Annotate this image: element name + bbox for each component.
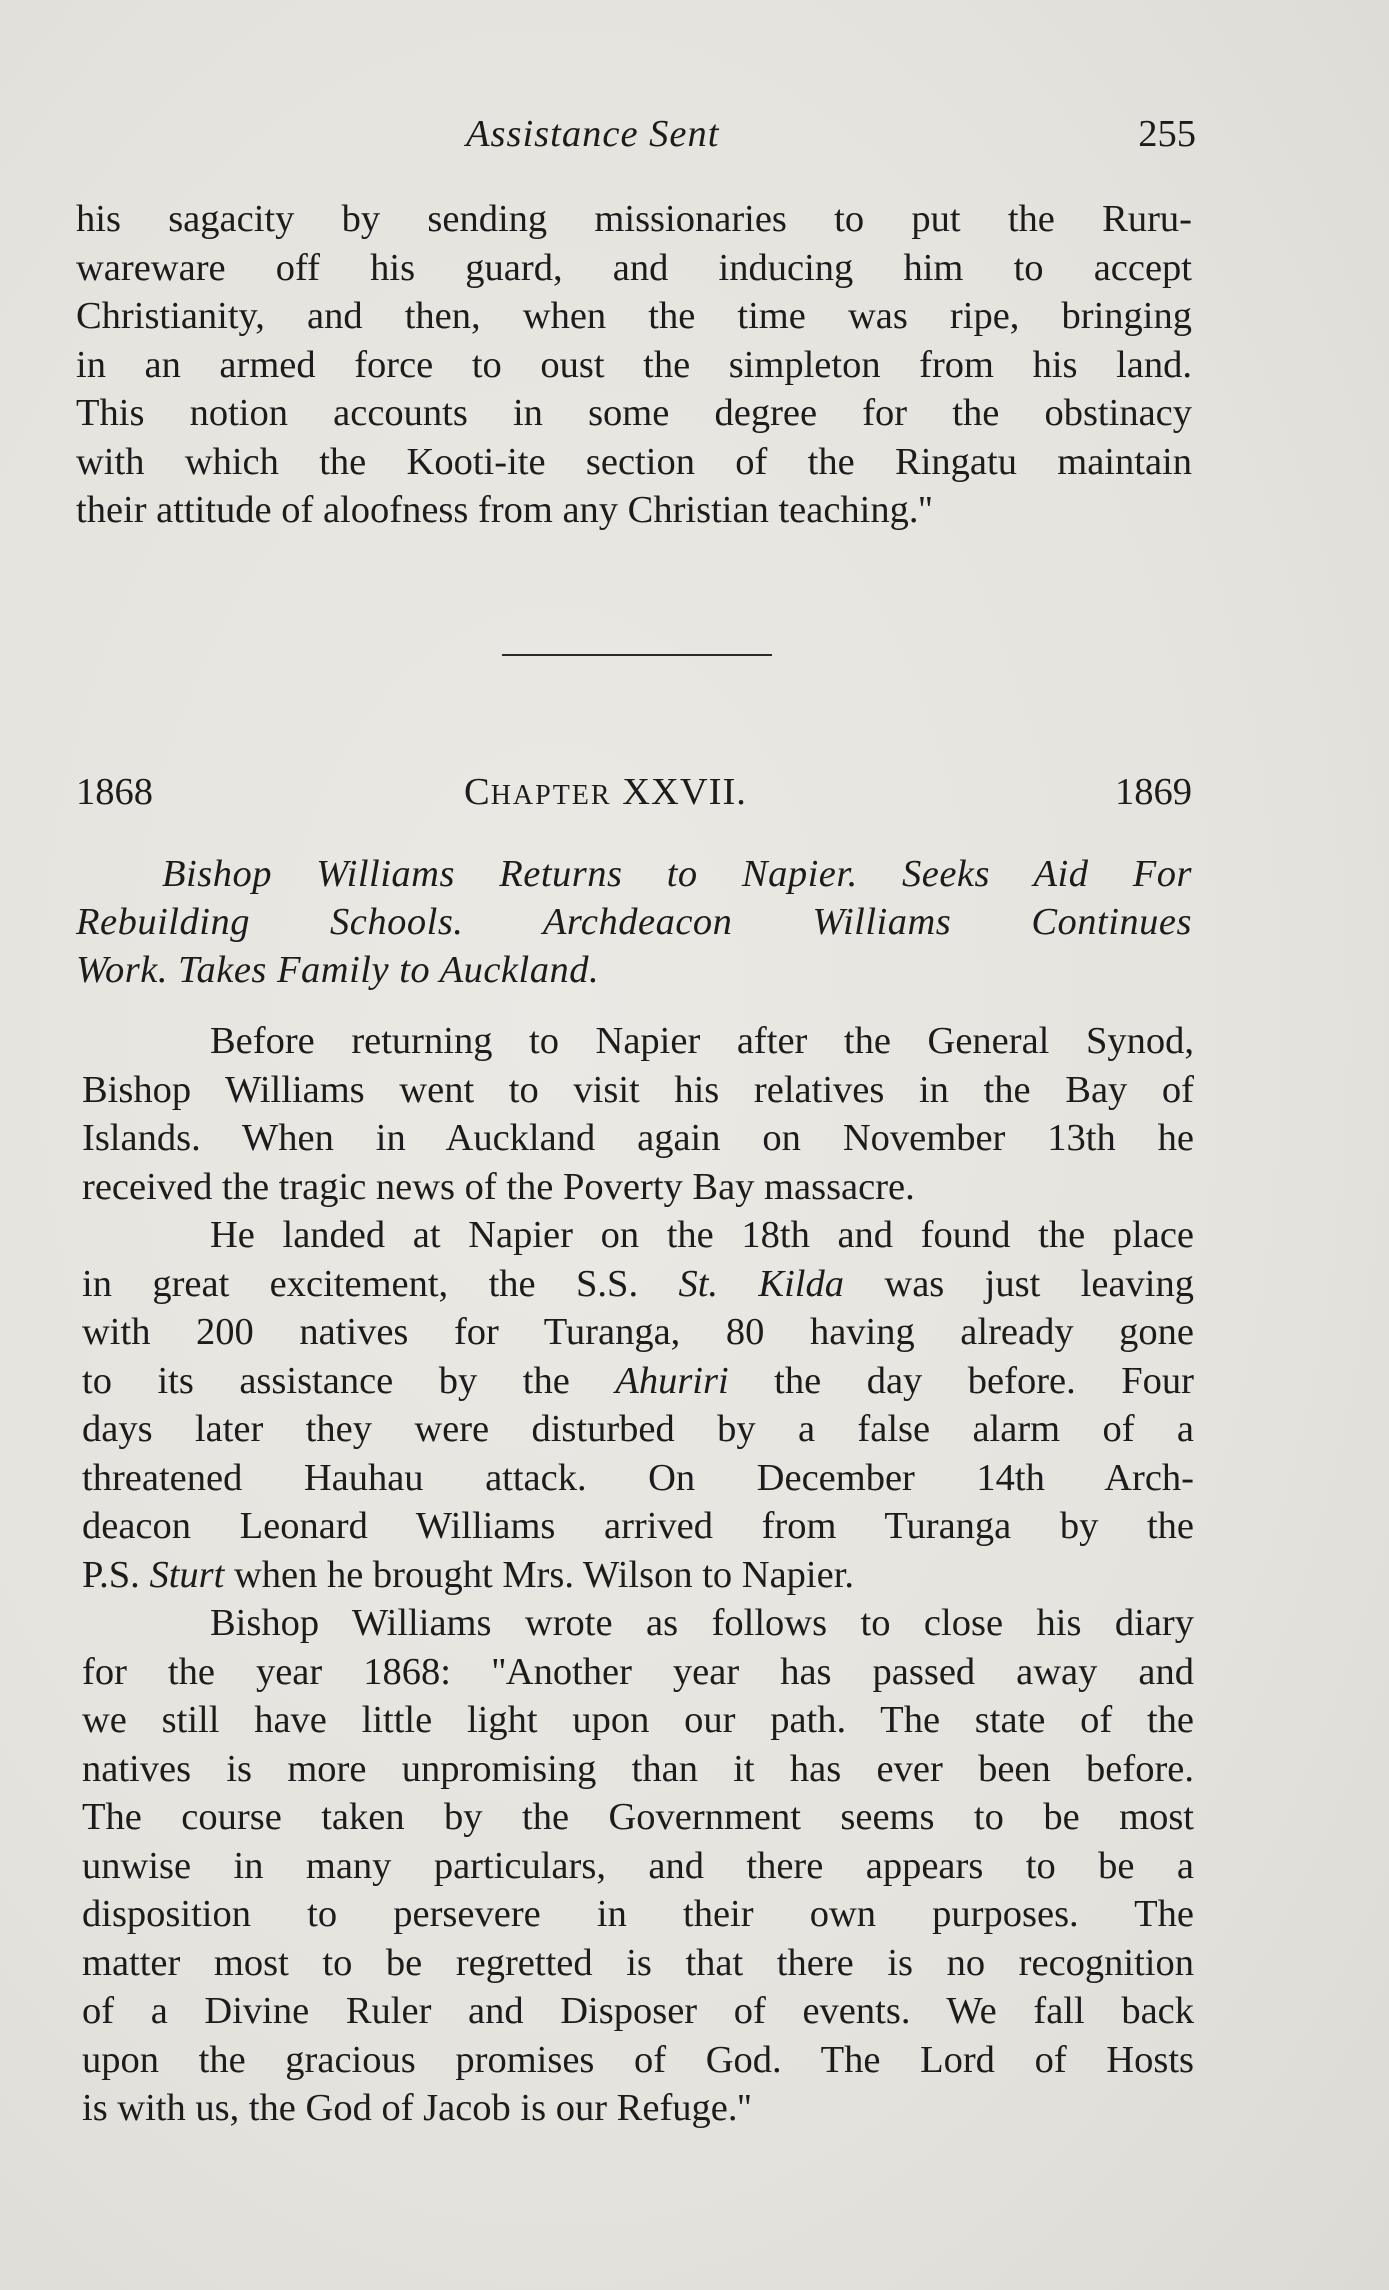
text-line: Islands. When in Auckland again on November 13th he (82, 1117, 1194, 1159)
text-line: with 200 natives for Turanga, 80 having already gone (82, 1311, 1194, 1353)
text-line: deacon Leonard Williams arrived from Turanga by the (82, 1505, 1194, 1547)
text-line: we still have little light upon our path. The state of the (82, 1699, 1194, 1741)
text-line (82, 1551, 1194, 1600)
text-line: days later they were disturbed by a false alarm of a (82, 1408, 1194, 1450)
text-line: He landed at Napier on the 18th and found the place (210, 1214, 1194, 1256)
summary-line: Bishop Williams Returns to Napier. Seeks Aid For (162, 853, 1192, 895)
text-segment: in great excitement, the S.S. (82, 1262, 679, 1305)
ship-name: St. Kilda (678, 1262, 845, 1305)
text-segment: P.S. (82, 1553, 150, 1596)
chapter-label-small: HAPTER (490, 780, 612, 811)
text-line (82, 1260, 1194, 1309)
text-segment: to its assistance by the (82, 1359, 616, 1402)
text-segment: when he brought Mrs. Wilson to Napier. (224, 1553, 855, 1596)
text-line (82, 1357, 1194, 1406)
text-line: wareware off his guard, and inducing him to accept (76, 246, 1192, 289)
opening-paragraph (76, 195, 1192, 535)
paragraph (82, 1599, 1194, 2133)
text-line: received the tragic news of the Poverty Bay massacre. (82, 1165, 915, 1208)
summary-line: Work. Takes Family to Auckland. (76, 949, 600, 991)
text-line: disposition to persevere in their own purposes. The (82, 1893, 1194, 1935)
chapter-label-cap: C (464, 771, 491, 813)
text-line: unwise in many particulars, and there appears to be a (82, 1844, 1194, 1887)
text-line: Bishop Williams wrote as follows to close his diary (210, 1602, 1194, 1644)
summary-line: Rebuilding Schools. Archdeacon Williams Continues (76, 901, 1192, 943)
chapter-year-end: 1869 (1115, 771, 1192, 813)
chapter-title (464, 770, 747, 814)
text-segment: was just leaving (844, 1262, 1195, 1305)
section-divider (502, 654, 772, 656)
chapter-summary (76, 850, 1192, 994)
ship-name: Sturt (149, 1553, 225, 1596)
text-line: is with us, the God of Jacob is our Refuge.'' (82, 2087, 752, 2129)
paragraph (82, 1211, 1194, 1599)
chapter-heading (76, 770, 1192, 820)
text-line: Bishop Williams went to visit his relatives in the Bay of (82, 1068, 1194, 1111)
text-line: This notion accounts in some degree for the obstinacy (76, 392, 1192, 434)
text-line: Before returning to Napier after the General Synod, (210, 1020, 1194, 1062)
text-line: his sagacity by sending missionaries to put the Ruru- (76, 198, 1192, 240)
paragraph (82, 1017, 1194, 1211)
running-header (76, 112, 1196, 162)
chapter-body (82, 1017, 1194, 2133)
text-line: upon the gracious promises of God. The Lord of Hosts (82, 2038, 1194, 2081)
page-number: 255 (1138, 113, 1196, 155)
text-line: Christianity, and then, when the time was ripe, bringing (76, 295, 1192, 337)
text-line: natives is more unpromising than it has ever been before. (82, 1747, 1194, 1790)
text-line: The course taken by the Government seems to be most (82, 1796, 1194, 1838)
ship-name: Ahuriri (615, 1359, 729, 1402)
text-segment: the day before. Four (728, 1359, 1194, 1402)
text-line: with which the Kooti-ite section of the Ringatu maintain (76, 440, 1192, 483)
chapter-numeral: XXVII. (622, 771, 747, 813)
chapter-year-start: 1868 (76, 771, 153, 813)
text-line: threatened Hauhau attack. On December 14th Arch- (82, 1456, 1194, 1499)
text-line: of a Divine Ruler and Disposer of events. We fall back (82, 1990, 1194, 2032)
running-title: Assistance Sent (466, 113, 720, 155)
text-line: in an armed force to oust the simpleton from his land. (76, 343, 1192, 386)
text-line: matter most to be regretted is that there is no recognition (82, 1941, 1194, 1984)
text-line: for the year 1868: ''Another year has passed away and (82, 1650, 1194, 1693)
text-line: their attitude of aloofness from any Christian teaching.'' (76, 489, 933, 531)
